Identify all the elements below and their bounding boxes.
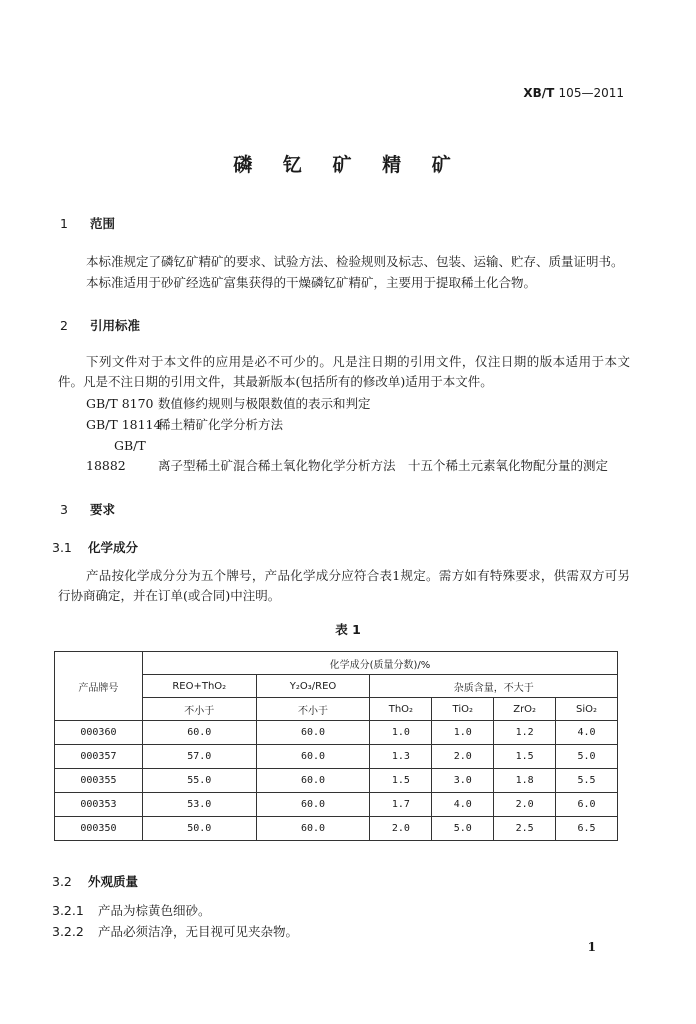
standard-number: 105—2011 [558,86,624,100]
section-1-number: 1 [60,216,68,231]
page-number: 1 [587,940,596,954]
section-3-2-heading [52,872,138,890]
cell-sio2: 5.5 [556,769,618,793]
cell-grade: 000355 [55,769,143,793]
section-3-2-number: 3.2 [52,874,72,889]
table-row [55,817,618,841]
section-3-2-2-number: 3.2.2 [52,924,84,939]
cell-zro2: 2.0 [494,793,556,817]
standard-code [523,86,624,100]
cell-y2o3: 60.0 [256,793,370,817]
header-impurity: 杂质含量，不大于 [370,675,618,698]
cell-grade: 000350 [55,817,143,841]
section-3-1-number: 3.1 [52,540,72,555]
cell-sio2: 6.0 [556,793,618,817]
cell-tio2: 3.0 [432,769,494,793]
section-3-2-2 [52,922,298,940]
cell-sio2: 6.5 [556,817,618,841]
standard-prefix: XB/T [523,86,555,100]
cell-y2o3: 60.0 [256,721,370,745]
header-not-less: 不小于 [256,698,370,721]
cell-tho2: 1.7 [370,793,432,817]
cell-tho2: 2.0 [370,817,432,841]
cell-reo: 55.0 [142,769,256,793]
cell-y2o3: 60.0 [256,769,370,793]
cell-tio2: 5.0 [432,817,494,841]
cell-zro2: 2.5 [494,817,556,841]
header-tho2: ThO₂ [370,698,432,721]
cell-y2o3: 60.0 [256,745,370,769]
reference-title: 数值修约规则与极限数值的表示和判定 [158,396,371,411]
section-3-2-title: 外观质量 [88,874,139,889]
section-3-title: 要求 [90,502,116,517]
section-3-1-heading [52,538,138,556]
reference-title: 离子型稀土矿混合稀土氧化物化学分析方法 十五个稀土元素氧化物配分量的测定 [158,458,609,473]
reference-code: GB/T 18882 [86,438,146,473]
header-zro2: ZrO₂ [494,698,556,721]
cell-tio2: 4.0 [432,793,494,817]
cell-tio2: 2.0 [432,745,494,769]
section-2-para-1: 下列文件对于本文件的应用是必不可少的。凡是注日期的引用文件，仅注日期的版本适用于本文件。凡是不注日期的引用文件，其最新版本(包括所有的修改单)适用于本文件。 [58,354,630,389]
reference-item [86,415,283,435]
table-row [55,745,618,769]
section-3-number: 3 [60,502,68,517]
section-1-title: 范围 [90,216,116,231]
table-caption: 表 1 [335,622,361,637]
cell-zro2: 1.8 [494,769,556,793]
reference-title: 稀土精矿化学分析方法 [158,417,284,432]
section-1-para-2: 本标准适用于砂矿经选矿富集获得的干燥磷钇矿精矿，主要用于提取稀土化合物。 [86,275,537,290]
header-sio2: SiO₂ [556,698,618,721]
chemical-composition-table [54,651,618,841]
document-title: 磷 钇 矿 精 矿 [233,154,463,176]
section-3-heading [60,500,115,518]
section-2-number: 2 [60,318,68,333]
header-composition: 化学成分(质量分数)/% [142,652,617,675]
cell-grade: 000353 [55,793,143,817]
reference-item [58,436,630,476]
cell-reo: 57.0 [142,745,256,769]
reference-code: GB/T 8170 [86,396,154,411]
section-3-2-1-number: 3.2.1 [52,903,84,918]
cell-y2o3: 60.0 [256,817,370,841]
table-row [55,769,618,793]
section-3-1-title: 化学成分 [88,540,139,555]
cell-tio2: 1.0 [432,721,494,745]
section-2-heading [60,316,140,334]
section-3-2-1 [52,901,211,919]
cell-grade: 000360 [55,721,143,745]
reference-item [86,394,371,414]
table-row [55,793,618,817]
section-2-title: 引用标准 [90,318,141,333]
cell-grade: 000357 [55,745,143,769]
section-3-1-para: 产品按化学成分分为五个牌号，产品化学成分应符合表1规定。需方如有特殊要求，供需双方可另行协商确定，并在订单(或合同)中注明。 [58,568,630,603]
header-grade: 产品牌号 [55,652,143,721]
cell-zro2: 1.5 [494,745,556,769]
cell-zro2: 1.2 [494,721,556,745]
header-y2o3-reo: Y₂O₃/REO [256,675,370,698]
section-1-para-1: 本标准规定了磷钇矿精矿的要求、试验方法、检验规则及标志、包装、运输、贮存、质量证明书。 [86,254,624,269]
section-3-2-1-text: 产品为棕黄色细砂。 [98,903,211,918]
section-3-2-2-text: 产品必须洁净，无目视可见夹杂物。 [98,924,299,939]
cell-tho2: 1.0 [370,721,432,745]
header-not-less: 不小于 [142,698,256,721]
section-1-heading [60,214,115,232]
table-row [55,721,618,745]
cell-reo: 53.0 [142,793,256,817]
header-reo-tho2: REO+ThO₂ [142,675,256,698]
header-tio2: TiO₂ [432,698,494,721]
cell-reo: 50.0 [142,817,256,841]
cell-tho2: 1.5 [370,769,432,793]
reference-code: GB/T 18114 [86,417,162,432]
cell-reo: 60.0 [142,721,256,745]
cell-sio2: 5.0 [556,745,618,769]
cell-sio2: 4.0 [556,721,618,745]
cell-tho2: 1.3 [370,745,432,769]
